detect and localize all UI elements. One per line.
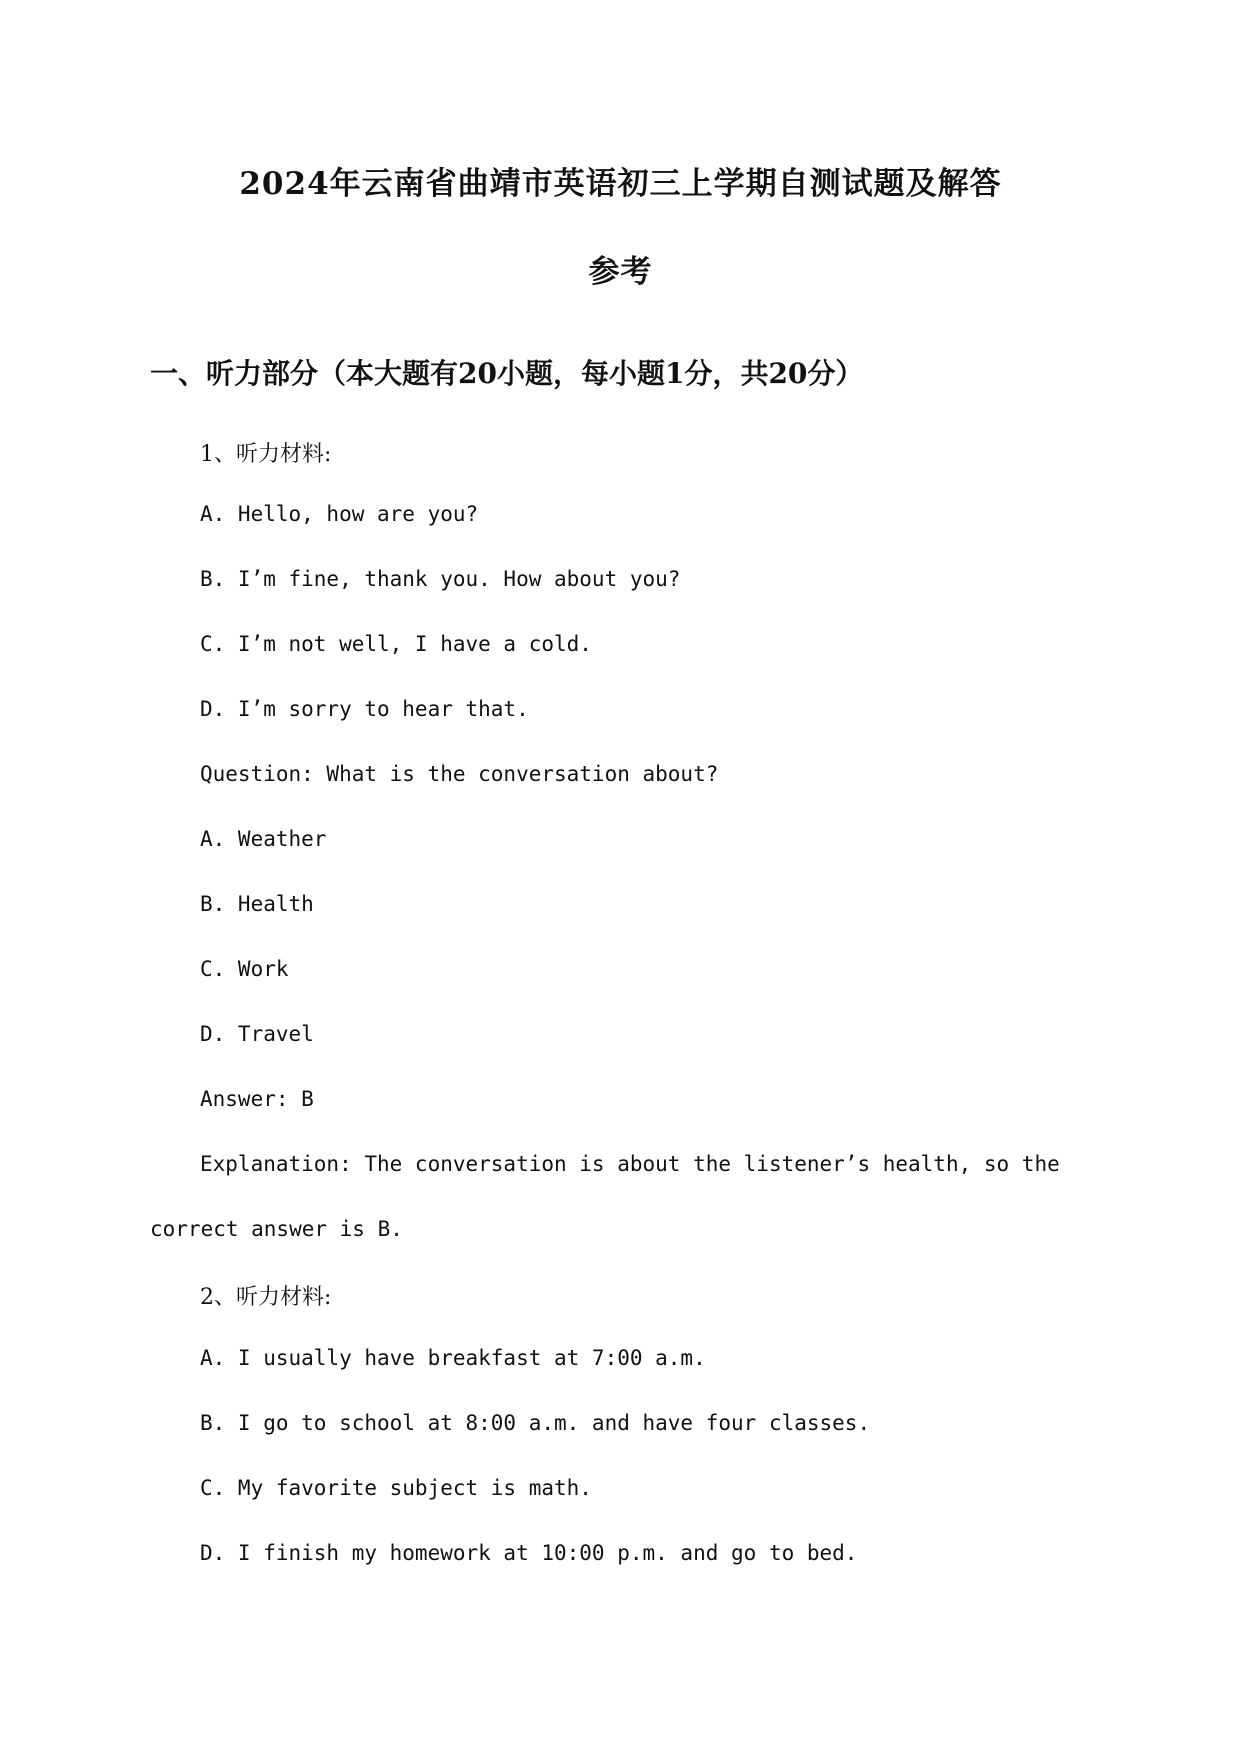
q1-material-c: C. I’m not well, I have a cold. — [200, 632, 592, 656]
question-2-label: 2、听力材料: — [200, 1285, 332, 1310]
q1-answer: Answer: B — [200, 1087, 314, 1111]
q1-material-d: D. I’m sorry to hear that. — [200, 697, 529, 721]
q2-material-b: B. I go to school at 8:00 a.m. and have four classes. — [200, 1411, 871, 1435]
section-heading-listening: 一、听力部分（本大题有20小题，每小题1分，共20分） — [150, 357, 864, 390]
q1-material-b: B. I’m fine, thank you. How about you? — [200, 567, 681, 591]
document-title-continued: 参考 — [588, 254, 653, 290]
question-1-label: 1、听力材料: — [200, 442, 332, 467]
q2-material-a: A. I usually have breakfast at 7:00 a.m. — [200, 1346, 706, 1370]
q2-material-c: C. My favorite subject is math. — [200, 1476, 592, 1500]
q1-explanation-line2: correct answer is B. — [150, 1217, 403, 1241]
q2-material-d: D. I finish my homework at 10:00 p.m. and go to bed. — [200, 1541, 858, 1565]
q1-option-b: B. Health — [200, 892, 314, 916]
q1-explanation-line1: Explanation: The conversation is about the listener’s health, so the — [200, 1152, 1060, 1176]
q1-option-a: A. Weather — [200, 827, 327, 851]
q1-question: Question: What is the conversation about? — [200, 762, 719, 786]
document-title: 2024年云南省曲靖市英语初三上学期自测试题及解答 — [239, 166, 1002, 202]
q1-material-a: A. Hello, how are you? — [200, 502, 479, 526]
q1-option-d: D. Travel — [200, 1022, 314, 1046]
q1-option-c: C. Work — [200, 957, 289, 981]
